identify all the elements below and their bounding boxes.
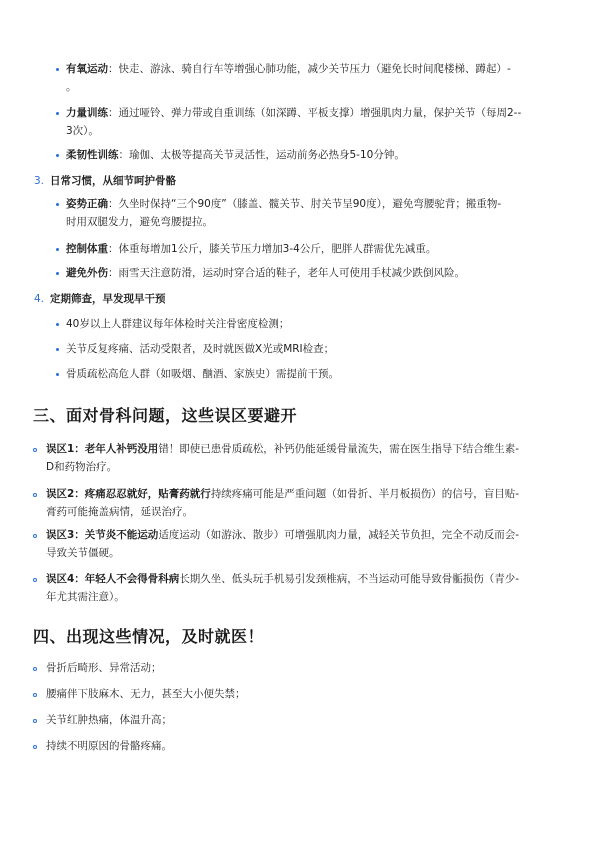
bullet-ring	[33, 719, 37, 723]
bullet-marker	[56, 112, 59, 115]
misconception-line1: 适度运动（如游泳、散步）可增强肌肉力量，减轻关节负担，完全不动反而会-	[158, 529, 520, 541]
flexibility-item	[66, 146, 556, 164]
bullet-marker	[56, 348, 59, 351]
weight-text: ：体重每增加1公斤，膝关节压力增加3-4公斤，肥胖人群需优先减重。	[108, 243, 437, 255]
bullet-ring	[33, 534, 37, 538]
injury-text: ：雨雪天注意防滑，运动时穿合适的鞋子，老年人可使用手杖减少跌倒风险。	[108, 267, 465, 279]
aerobic-cont: 。	[66, 81, 77, 93]
misconception-line1: 错！即使已患骨质疏松，补钙仍能延缓骨量流失，需在医生指导下结合维生素-	[158, 443, 520, 455]
misconception-item	[46, 485, 581, 521]
aerobic-label: 有氧运动	[66, 63, 108, 75]
symptom-item: 腰痛伴下肢麻木、无力，甚至大小便失禁；	[46, 688, 246, 700]
misconception-line2: 年尤其需注意）。	[46, 591, 125, 603]
posture-cont: 时用双腿发力，避免弯腰提拉。	[66, 216, 213, 228]
bullet-marker	[56, 248, 59, 251]
bullet-marker	[56, 373, 59, 376]
screening-item: 关节反复疼痛、活动受限者，及时就医做X光或MRI检查；	[66, 343, 335, 355]
misconception-label: 误区3：关节炎不能运动	[46, 529, 159, 541]
misconception-line2: 膏药可能掩盖病情，延误治疗。	[46, 506, 193, 518]
misconception-label: 误区1：老年人补钙没用	[46, 443, 159, 455]
bullet-ring	[33, 693, 37, 697]
habits-heading	[34, 172, 176, 190]
section4-heading: 四、出现这些情况，及时就医！	[33, 627, 265, 646]
misconception-item	[46, 526, 581, 562]
injury-label: 避免外伤	[66, 267, 108, 279]
misconception-item	[46, 570, 581, 606]
misconception-line2: 导致关节僵硬。	[46, 547, 120, 559]
misconception-label: 误区4：年轻人不会得骨科病	[46, 573, 180, 585]
misconception-item	[46, 440, 581, 476]
screening-number: 4.	[34, 293, 45, 305]
symptom-item: 持续不明原因的骨骼疼痛。	[46, 740, 172, 752]
posture-item	[66, 195, 556, 231]
bullet-marker	[56, 68, 59, 71]
weight-item	[66, 240, 556, 258]
strength-item	[66, 104, 556, 140]
aerobic-text: ：快走、游泳、骑自行车等增强心肺功能，减少关节压力（避免长时间爬楼梯、蹲起）-	[108, 63, 511, 75]
strength-cont: 3次）。	[66, 125, 99, 137]
misconception-line2: D和药物治疗。	[46, 461, 118, 473]
strength-text: ：通过哑铃、弹力带或自重训练（如深蹲、平板支撑）增强肌肉力量，保护关节（每周2--	[108, 107, 522, 119]
posture-label: 姿势正确	[66, 198, 108, 210]
symptom-item: 关节红肿热痛，体温升高；	[46, 714, 172, 726]
bullet-marker	[56, 154, 59, 157]
strength-label: 力量训练	[66, 107, 108, 119]
bullet-ring	[33, 578, 37, 582]
bullet-marker	[56, 323, 59, 326]
screening-heading	[34, 290, 166, 308]
weight-label: 控制体重	[66, 243, 108, 255]
bullet-ring	[33, 448, 37, 452]
symptom-item: 骨折后畸形、异常活动；	[46, 662, 162, 674]
habits-number: 3.	[34, 175, 45, 187]
flexibility-text: ：瑜伽、太极等提高关节灵活性，运动前务必热身5-10分钟。	[118, 149, 405, 161]
bullet-marker	[56, 272, 59, 275]
habits-title: 日常习惯，从细节呵护骨骼	[50, 175, 177, 187]
aerobic-item	[66, 60, 556, 96]
flexibility-label: 柔韧性训练	[66, 149, 119, 161]
bullet-ring	[33, 745, 37, 749]
injury-item	[66, 264, 556, 282]
screening-item: 40岁以上人群建议每年体检时关注骨密度检测；	[66, 318, 290, 330]
bullet-marker	[56, 203, 59, 206]
screening-title: 定期筛查，早发现早干预	[50, 293, 166, 305]
misconception-line1: 长期久坐、低头玩手机易引发颈椎病，不当运动可能导致骨骺损伤（青少-	[179, 573, 520, 585]
screening-item: 骨质疏松高危人群（如吸烟、酗酒、家族史）需提前干预。	[66, 368, 339, 380]
bullet-ring	[33, 493, 37, 497]
misconception-label: 误区2：疼痛忍忍就好，贴膏药就行	[46, 488, 211, 500]
section3-heading: 三、面对骨科问题，这些误区要避开	[33, 406, 298, 425]
misconception-line1: 持续疼痛可能是严重问题（如骨折、半月板损伤）的信号，盲目贴-	[210, 488, 520, 500]
bullet-ring	[33, 667, 37, 671]
posture-text: ：久坐时保持“三个90度”（膝盖、髋关节、肘关节呈90度），避免弯腰驼背；搬重物-	[108, 198, 502, 210]
